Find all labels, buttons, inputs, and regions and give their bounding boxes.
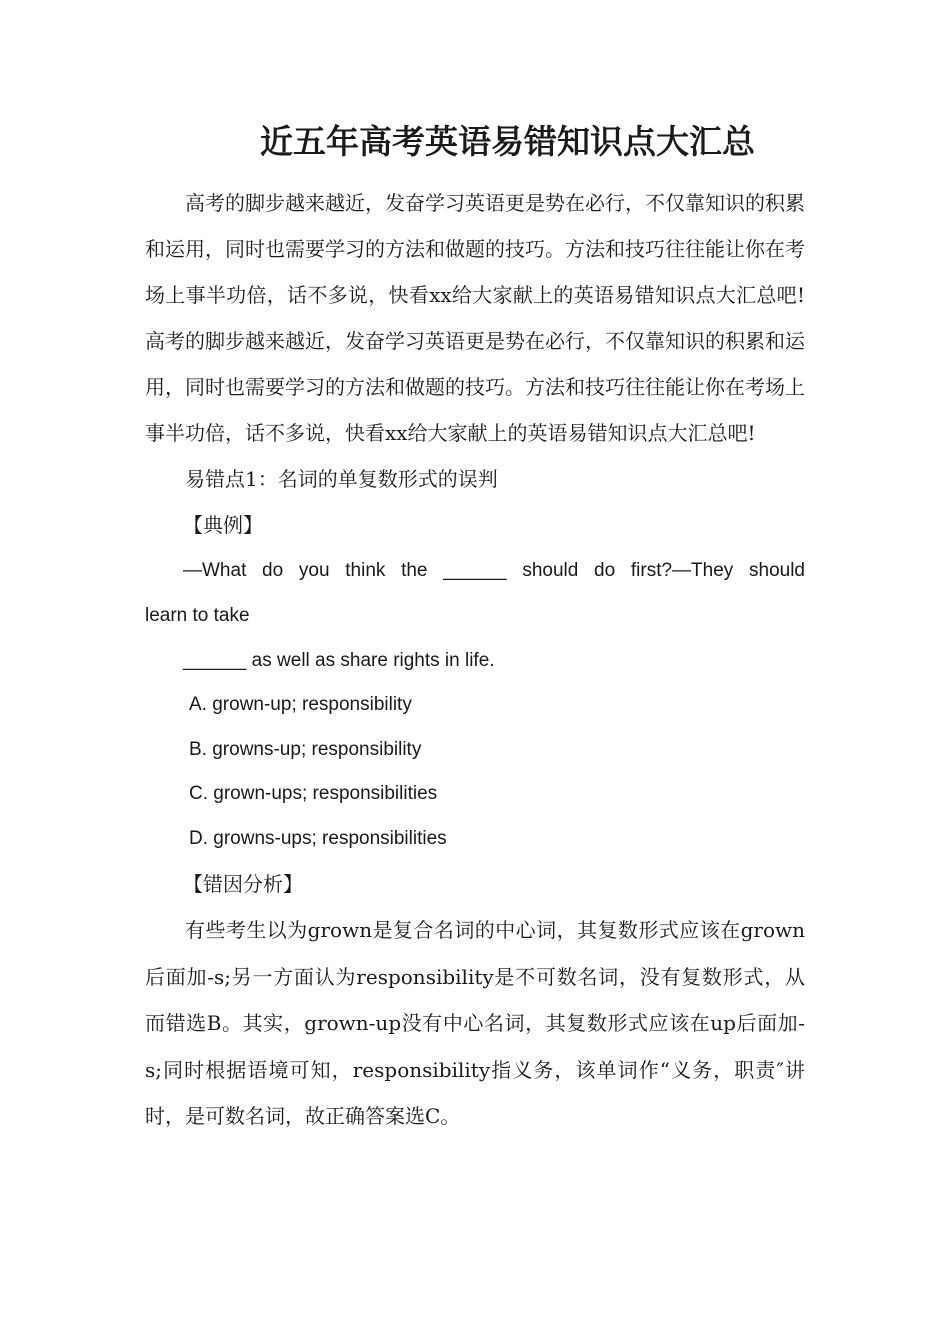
example-label: 【典例】 [183,513,263,537]
question-line-2: learn to take [145,605,250,626]
option-a: A. grown-up; responsibility [189,694,412,715]
analysis-label: 【错因分析】 [183,872,303,897]
option-b: B. growns-up; responsibility [189,738,422,760]
intro-paragraph: 高考的脚步越来越近，发奋学习英语更是势在必行，不仅靠知识的积累和运用，同时也需要学习的方法和做题的技巧。方法和技巧往往能让你在考场上事半功倍，话不多说，快看xx给大家献上的英语易错知识点大汇总吧!高考的脚步越来越近，发奋学习英语更是势在必行，不仅靠知识的积累和运用，同时也需要学习的方法和做题的技巧。方法和技巧往往能让你在考场上事半功倍，话不多说，快看xx给大家献上的英语易错知识点大汇总吧! [145,191,805,445]
option-d: D. growns-ups; responsibilities [189,827,447,849]
question-line-1: —What do you think the ______ should do first?—They should [183,560,805,581]
point1-heading: 易错点1：名词的单复数形式的误判 [185,467,498,491]
option-c: C. grown-ups; responsibilities [189,783,438,805]
question-line-3: ______ as well as share rights in life. [183,650,495,671]
analysis-paragraph: 有些考生以为grown是复合名词的中心词，其复数形式应该在grown后面加-s;另一方面认为responsibility是不可数名词，没有复数形式，从而错选B。其实，grown-up没有中心名词，其复数形式应该在up后面加-s;同时根据语境可知，responsibility指义务，该单词作“义务，职责″讲时，是可数名词，故正确答案选C。 [145,918,805,1129]
document-body [145,180,805,1140]
document-title: 近五年高考英语易错知识点大汇总 [260,122,755,161]
